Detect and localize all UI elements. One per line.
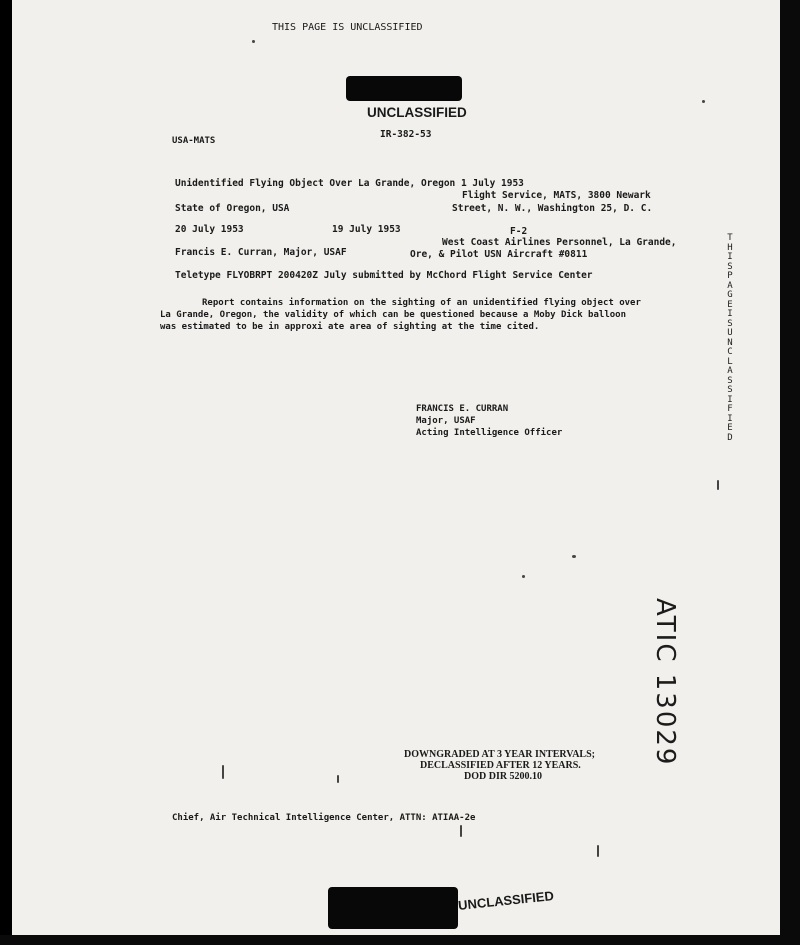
signature-title: Acting Intelligence Officer	[416, 428, 563, 438]
scan-speck	[252, 40, 255, 43]
summary-line-1: Report contains information on the sighting of an unidentified flying object over	[202, 298, 641, 308]
scan-speck	[222, 765, 224, 779]
redaction-bar-top	[346, 76, 462, 101]
downgrade-line-2: DECLASSIFIED AFTER 12 YEARS.	[420, 760, 581, 771]
scan-speck	[702, 100, 705, 103]
distribution: Chief, Air Technical Intelligence Center, ATTN: ATIAA-2e	[172, 813, 476, 823]
classification-heading: UNCLASSIFIED	[367, 105, 467, 120]
footer-classification: UNCLASSIFIED	[457, 888, 555, 913]
redaction-bar-bottom	[328, 887, 458, 929]
area: State of Oregon, USA	[175, 203, 290, 214]
report-number: IR-382-53	[380, 129, 432, 140]
scan-speck	[717, 480, 719, 490]
sources-line-2: Ore, & Pilot USN Aircraft #0811	[410, 249, 588, 260]
prepared-by: Francis E. Curran, Major, USAF	[175, 247, 347, 258]
handwritten-atic-number: ATIC 13029	[650, 598, 680, 767]
source-line-1: Flight Service, MATS, 3800 Newark	[462, 190, 651, 201]
side-stamp: THIS PAGE IS UNCLASSIFIED	[727, 233, 733, 443]
downgrade-line-3: DOD DIR 5200.10	[464, 771, 543, 782]
scan-speck	[337, 775, 339, 783]
scan-speck	[572, 555, 576, 558]
document-page	[12, 0, 780, 935]
signature-name: FRANCIS E. CURRAN	[416, 404, 509, 414]
sources-line-1: West Coast Airlines Personnel, La Grande,	[442, 237, 677, 248]
subject: Unidentified Flying Object Over La Grande, Oregon 1 July 1953	[175, 178, 524, 189]
downgrade-line-1: DOWNGRADED AT 3 YEAR INTERVALS;	[404, 749, 595, 760]
scan-speck	[460, 825, 462, 837]
report-date: 20 July 1953	[175, 224, 244, 235]
scan-border-bottom	[0, 935, 800, 945]
source-line-2: Street, N. W., Washington 25, D. C.	[452, 203, 653, 214]
scan-speck	[597, 845, 599, 857]
summary-line-2: La Grande, Oregon, the validity of which can be questioned because a Moby Dick balloon	[160, 310, 626, 320]
originator: USA-MATS	[172, 136, 216, 146]
top-classification-notice: THIS PAGE IS UNCLASSIFIED	[272, 22, 423, 33]
scan-speck	[522, 575, 525, 578]
scan-border-right	[780, 0, 800, 945]
info-date: 19 July 1953	[332, 224, 401, 235]
evaluation: F-2	[510, 226, 528, 237]
signature-rank: Major, USAF	[416, 416, 476, 426]
summary-line-3: was estimated to be in approxi ate area of sighting at the time cited.	[160, 322, 540, 332]
references: Teletype FLYOBRPT 200420Z July submitted by McChord Flight Service Center	[175, 270, 593, 281]
